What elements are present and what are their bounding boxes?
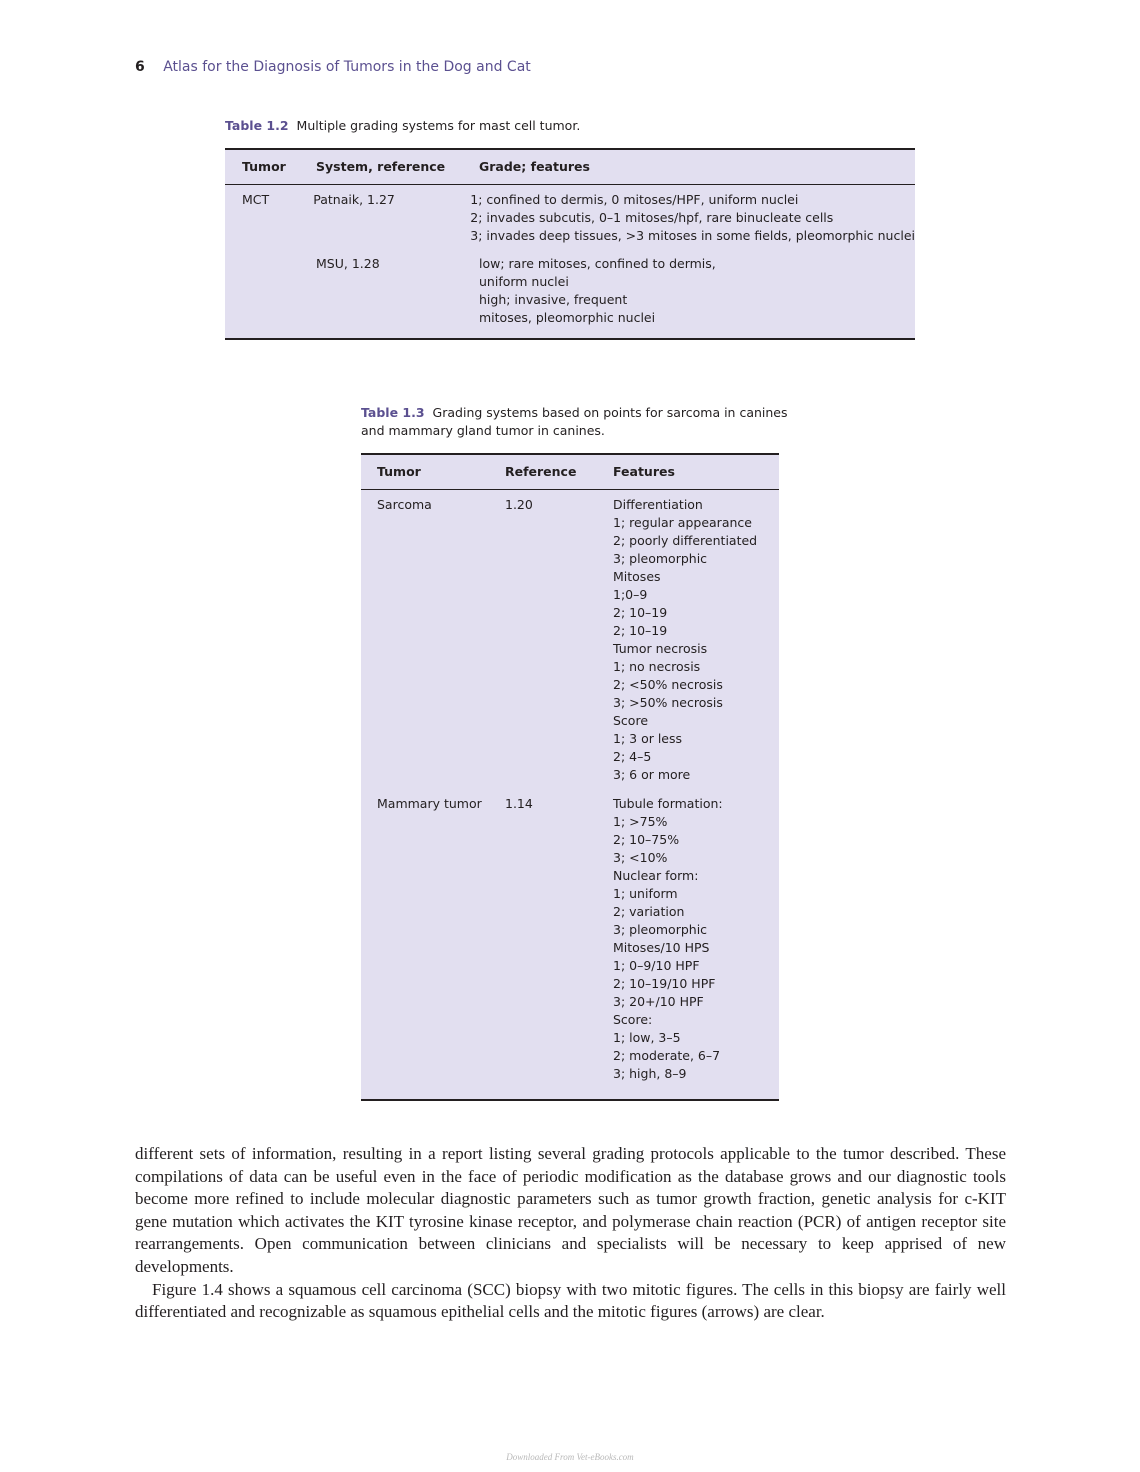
feature-line: 2; 4–5	[613, 749, 652, 764]
feature-line: 3; >50% necrosis	[613, 695, 723, 710]
caption-text: Multiple grading systems for mast cell tumor.	[296, 118, 581, 133]
feature-line: 3; pleomorphic	[613, 551, 708, 566]
feature-line: 2; 10–19	[613, 605, 668, 620]
table-1-3-caption	[361, 404, 788, 440]
feature-line: 2; <50% necrosis	[613, 677, 723, 692]
feature-line: 2; poorly differentiated	[613, 533, 758, 548]
feature-line: 3; invades deep tissues, >3 mitoses in some fields, pleomorphic nuclei	[470, 228, 915, 243]
feature-line: uniform nuclei	[479, 274, 569, 289]
feature-line: 1; 0–9/10 HPF	[613, 958, 700, 973]
feature-line: 1; low, 3–5	[613, 1030, 681, 1045]
feature-line: 2; 10–19	[613, 623, 668, 638]
caption-text: Grading systems based on points for sarcoma in canines	[432, 405, 788, 420]
table-1-2	[225, 148, 915, 340]
feature-line: Nuclear form:	[613, 868, 699, 883]
feature-line: 2; 10–75%	[613, 832, 680, 847]
caption-label: Table 1.2	[225, 118, 289, 133]
feature-line: Mitoses	[613, 569, 661, 584]
running-head	[135, 58, 531, 76]
header-tumor: Tumor	[377, 464, 421, 479]
table-row	[361, 784, 779, 1083]
body-paragraph: different sets of information, resulting in a report listing several grading protocols applicable to the tumor described. These compilations of data can be useful even in the face of periodic modification as the database grows and our diagnostic tools become more refined to include molecular diagnostic parameters such as tumor growth fraction, genetic analysis for c-KIT gene mutation which activates the KIT tyrosine kinase receptor, and polymerase chain reaction (PCR) of antigen receptor site rearrangements. Open communication between clinicians and specialists will be necessary to keep apprised of new developments.	[135, 1144, 1006, 1276]
header-grade-features: Grade; features	[479, 159, 590, 174]
feature-line: 1; confined to dermis, 0 mitoses/HPF, uniform nuclei	[470, 192, 799, 207]
cell-tumor: Mammary tumor	[377, 796, 482, 811]
book-title: Atlas for the Diagnosis of Tumors in the Dog and Cat	[163, 59, 531, 75]
cell-reference: 1.14	[505, 796, 533, 811]
cell-features	[613, 496, 779, 784]
feature-line: high; invasive, frequent	[479, 292, 628, 307]
header-system-reference: System, reference	[316, 159, 446, 174]
feature-line: low; rare mitoses, confined to dermis,	[479, 256, 716, 271]
feature-line: 1; regular appearance	[613, 515, 752, 530]
feature-line: 2; variation	[613, 904, 685, 919]
table-row	[225, 185, 915, 245]
table-row	[225, 245, 915, 327]
cell-system: MSU, 1.28	[316, 256, 380, 271]
caption-text: and mammary gland tumor in canines.	[361, 423, 605, 438]
feature-line: Tubule formation:	[613, 796, 723, 811]
feature-line: 2; invades subcutis, 0–1 mitoses/hpf, rare binucleate cells	[470, 210, 834, 225]
feature-line: 1; no necrosis	[613, 659, 701, 674]
feature-line: 2; 10–19/10 HPF	[613, 976, 716, 991]
table-1-2-caption	[225, 117, 580, 135]
feature-line: mitoses, pleomorphic nuclei	[479, 310, 656, 325]
feature-line: Tumor necrosis	[613, 641, 708, 656]
page-number: 6	[135, 59, 145, 75]
cell-features	[479, 255, 915, 327]
feature-line: 3; 20+/10 HPF	[613, 994, 704, 1009]
table-header-row	[225, 150, 915, 185]
feature-line: 1; >75%	[613, 814, 668, 829]
feature-line: Score:	[613, 1012, 653, 1027]
table-row	[361, 490, 779, 784]
header-tumor: Tumor	[242, 159, 286, 174]
feature-line: 1; uniform	[613, 886, 678, 901]
feature-line: 3; high, 8–9	[613, 1066, 687, 1081]
feature-line: 3; <10%	[613, 850, 668, 865]
cell-tumor: MCT	[242, 192, 270, 207]
cell-system: Patnaik, 1.27	[313, 192, 395, 207]
body-paragraph: Figure 1.4 shows a squamous cell carcinoma (SCC) biopsy with two mitotic figures. The cells in this biopsy are fairly well differentiated and recognizable as squamous epithelial cells and the mitotic figures (arrows) are clear.	[135, 1279, 1006, 1322]
feature-line: Differentiation	[613, 497, 703, 512]
footer-watermark: Downloaded From Vet-eBooks.com	[506, 1452, 634, 1462]
feature-line: Score	[613, 713, 649, 728]
table-header-row	[361, 455, 779, 490]
cell-reference: 1.20	[505, 497, 533, 512]
header-reference: Reference	[505, 464, 577, 479]
feature-line: 1; 3 or less	[613, 731, 683, 746]
feature-line: 3; 6 or more	[613, 767, 691, 782]
feature-line: 3; pleomorphic	[613, 922, 708, 937]
cell-tumor: Sarcoma	[377, 497, 432, 512]
caption-label: Table 1.3	[361, 405, 425, 420]
body-text	[135, 1143, 1006, 1324]
cell-features	[470, 191, 915, 245]
header-features: Features	[613, 464, 675, 479]
feature-line: Mitoses/10 HPS	[613, 940, 710, 955]
cell-features	[613, 795, 779, 1083]
feature-line: 2; moderate, 6–7	[613, 1048, 721, 1063]
table-1-3	[361, 453, 779, 1101]
feature-line: 1;0–9	[613, 587, 648, 602]
